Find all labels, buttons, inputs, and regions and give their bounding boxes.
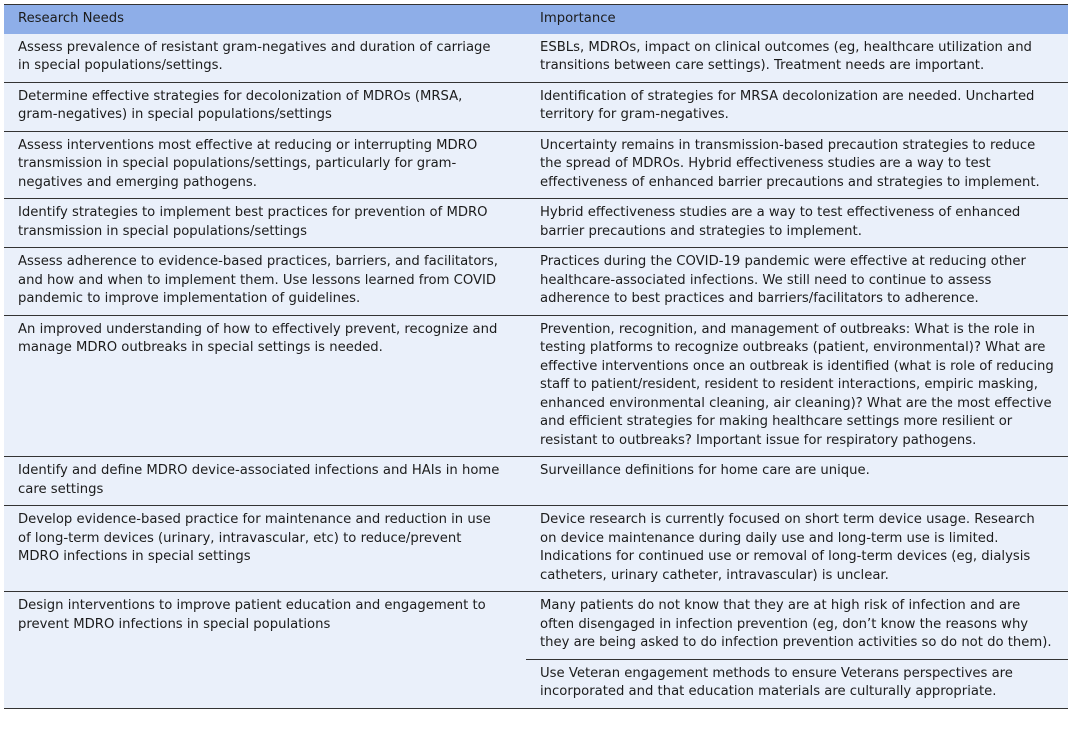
importance-text: Device research is currently focused on short term device usage. Research on device maintenance during daily use and long-term use is limited. Indications for continued use or removal of long-term devices (eg, dialysis catheters, urinary catheter, intravascular) is unclear. bbox=[540, 512, 1035, 583]
table-row bbox=[4, 82, 1068, 131]
research-need-cell bbox=[4, 82, 526, 131]
header-research-needs: Research Needs bbox=[4, 5, 526, 34]
research-need-text: Design interventions to improve patient education and engagement to prevent MDRO infections in special populations bbox=[18, 598, 486, 632]
research-need-cell bbox=[4, 131, 526, 199]
importance-cell bbox=[526, 34, 1068, 83]
research-need-cell bbox=[4, 34, 526, 83]
research-need-cell bbox=[4, 592, 526, 709]
importance-text: Many patients do not know that they are at high risk of infection and are often disengaged in infection prevention (eg, don’t know the reasons why they are being asked to do infection prevention activities so do not do them). bbox=[526, 592, 1068, 660]
header-importance: Importance bbox=[526, 5, 1068, 34]
importance-cell bbox=[526, 457, 1068, 506]
research-need-text: Identify strategies to implement best practices for prevention of MDRO transmission in special populations/settings bbox=[18, 205, 488, 239]
research-need-text: Assess interventions most effective at reducing or interrupting MDRO transmission in special populations/settings, particularly for gram-negatives and emerging pathogens. bbox=[18, 137, 478, 190]
table-row bbox=[4, 199, 1068, 248]
research-need-text: Develop evidence-based practice for maintenance and reduction in use of long-term devices (urinary, intravascular, etc) to reduce/prevent MDRO infections in special settings bbox=[18, 512, 491, 564]
research-need-cell bbox=[4, 457, 526, 506]
importance-cell bbox=[526, 199, 1068, 248]
table-row bbox=[4, 592, 1068, 709]
importance-text: Identification of strategies for MRSA decolonization are needed. Uncharted territory for gram-negatives. bbox=[540, 88, 1035, 122]
importance-text: Uncertainty remains in transmission-based precaution strategies to reduce the spread of MDROs. Hybrid effectiveness studies are a way to test effectiveness of enhanced barrier precautions and strategies to implement. bbox=[540, 137, 1040, 190]
importance-cell bbox=[526, 131, 1068, 199]
table-row bbox=[4, 248, 1068, 316]
table-row bbox=[4, 457, 1068, 506]
table-row bbox=[4, 315, 1068, 457]
importance-cell bbox=[526, 592, 1068, 709]
table-row bbox=[4, 34, 1068, 83]
research-need-cell bbox=[4, 248, 526, 316]
research-need-cell bbox=[4, 506, 526, 592]
importance-cell bbox=[526, 506, 1068, 592]
research-need-text: An improved understanding of how to effectively prevent, recognize and manage MDRO outbreaks in special settings is needed. bbox=[18, 321, 498, 355]
research-need-text: Assess prevalence of resistant gram-negatives and duration of carriage in special populations/settings. bbox=[18, 39, 491, 73]
importance-text: Hybrid effectiveness studies are a way to test effectiveness of enhanced barrier precautions and strategies to implement. bbox=[540, 205, 1021, 239]
importance-text: ESBLs, MDROs, impact on clinical outcomes (eg, healthcare utilization and transitions between care settings). Treatment needs are important. bbox=[540, 39, 1032, 73]
importance-cell bbox=[526, 248, 1068, 316]
importance-cell bbox=[526, 82, 1068, 131]
research-need-cell bbox=[4, 315, 526, 457]
importance-text: Use Veteran engagement methods to ensure Veterans perspectives are incorporated and that education materials are culturally appropriate. bbox=[540, 665, 1013, 699]
table-row bbox=[4, 506, 1068, 592]
importance-text: Prevention, recognition, and management of outbreaks: What is the role in testing platforms to recognize outbreaks (patient, environmental)? What are effective interventions once an outbreak is identified (what is role of reducing staff to patient/resident, resident to resident interactions, empiric masking, enhanced environmental cleaning, air cleaning)? What are the most effective and efficient strategies for making healthcare settings more resilient or resistant to outbreaks? Important issue for respiratory pathogens. bbox=[540, 321, 1054, 448]
research-needs-table bbox=[4, 4, 1068, 709]
table-header-row bbox=[4, 5, 1068, 34]
table-row bbox=[4, 131, 1068, 199]
research-need-text: Determine effective strategies for decolonization of MDROs (MRSA, gram-negatives) in special populations/settings bbox=[18, 88, 463, 122]
importance-text: Practices during the COVID-19 pandemic were effective at reducing other healthcare-associated infections. We still need to continue to assess adherence to best practices and barriers/facilitators to adherence. bbox=[540, 254, 1026, 306]
importance-cell bbox=[526, 315, 1068, 457]
importance-text: Surveillance definitions for home care are unique. bbox=[540, 463, 870, 478]
research-need-text: Assess adherence to evidence-based practices, barriers, and facilitators, and how and when to implement them. Use lessons learned from COVID pandemic to improve implementation of guidelines. bbox=[18, 254, 498, 306]
research-need-cell bbox=[4, 199, 526, 248]
research-need-text: Identify and define MDRO device-associated infections and HAIs in home care settings bbox=[18, 463, 500, 497]
